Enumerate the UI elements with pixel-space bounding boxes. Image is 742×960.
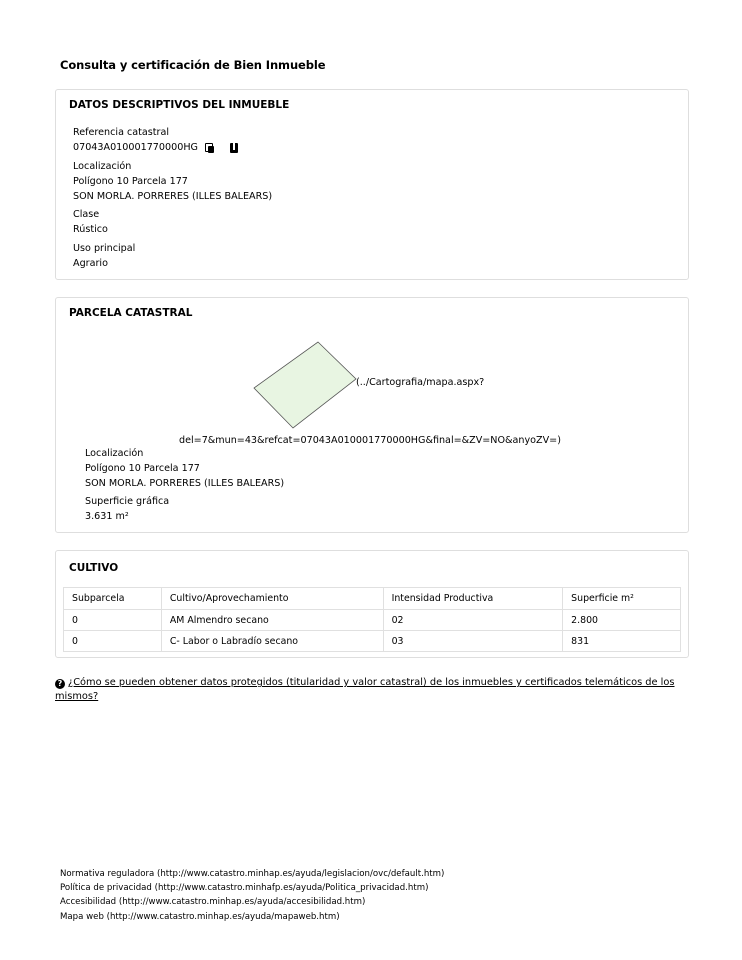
parcela-title: PARCELA CATASTRAL (69, 307, 193, 319)
footer-link-mapa-web[interactable]: Mapa web (http://www.catastro.minhap.es/ayuda/mapaweb.htm) (60, 911, 340, 922)
copy-icon[interactable] (205, 143, 214, 153)
parcela-loc-line1: Polígono 10 Parcela 177 (85, 463, 200, 474)
loc-line1: Polígono 10 Parcela 177 (73, 176, 188, 187)
cell-subparcela: 0 (64, 631, 162, 652)
loc-label: Localización (73, 161, 132, 172)
parcel-map[interactable] (251, 340, 361, 432)
ref-label: Referencia catastral (73, 127, 170, 138)
footer (60, 867, 444, 924)
superficie-value: 3.631 m² (85, 511, 129, 522)
cell-superficie: 831 (563, 631, 681, 652)
header-superficie: Superficie m² (563, 588, 681, 610)
datos-title: DATOS DESCRIPTIVOS DEL INMUEBLE (69, 99, 290, 111)
cell-subparcela: 0 (64, 610, 162, 631)
cell-cultivo: C- Labor o Labradío secano (161, 631, 383, 652)
map-link-part1[interactable]: (../Cartografia/mapa.aspx? (356, 377, 485, 388)
cell-intensidad: 03 (383, 631, 563, 652)
table-row (64, 610, 681, 631)
cell-superficie: 2.800 (563, 610, 681, 631)
ref-value: 07043A010001770000HG (73, 142, 198, 153)
map-link-part2[interactable]: del=7&mun=43&refcat=07043A010001770000HG&final=&ZV=NO&anyoZV=) (179, 435, 561, 446)
parcela-loc-line2: SON MORLA. PORRERES (ILLES BALEARS) (85, 478, 285, 489)
footer-link-privacidad[interactable]: Política de privacidad (http://www.catastro.minhafp.es/ayuda/Politica_privacidad.htm) (60, 883, 429, 894)
bookmark-icon[interactable] (230, 143, 238, 153)
cultivo-title: CULTIVO (69, 562, 119, 574)
cultivo-table (63, 587, 681, 652)
clase-label: Clase (73, 209, 100, 220)
header-cultivo: Cultivo/Aprovechamiento (161, 588, 383, 610)
clase-value: Rústico (73, 224, 108, 235)
parcel-shape[interactable] (254, 342, 356, 428)
table-header-row (64, 588, 681, 610)
uso-value: Agrario (73, 258, 108, 269)
parcela-loc-label: Localización (85, 448, 144, 459)
info-icon: ? (55, 679, 65, 689)
page-title: Consulta y certificación de Bien Inmueble (60, 58, 326, 72)
parcela-card (55, 297, 689, 533)
ref-row (73, 142, 238, 153)
superficie-label: Superficie gráfica (85, 496, 170, 507)
info-link[interactable]: ¿Cómo se pueden obtener datos protegidos (titularidad y valor catastral) de los inmuebles y certificados telemáticos de los mismos? (55, 677, 675, 702)
footer-link-normativa[interactable]: Normativa reguladora (http://www.catastro.minhap.es/ayuda/legislacion/ovc/default.htm) (60, 869, 445, 879)
cultivo-card (55, 550, 689, 658)
header-subparcela: Subparcela (64, 588, 162, 610)
uso-label: Uso principal (73, 243, 136, 254)
loc-line2: SON MORLA. PORRERES (ILLES BALEARS) (73, 191, 273, 202)
cell-intensidad: 02 (383, 610, 563, 631)
info-line (55, 676, 685, 704)
cell-cultivo: AM Almendro secano (161, 610, 383, 631)
header-intensidad: Intensidad Productiva (383, 588, 563, 610)
table-row (64, 631, 681, 652)
datos-descriptivos-card (55, 89, 689, 280)
footer-link-accesibilidad[interactable]: Accesibilidad (http://www.catastro.minhap.es/ayuda/accesibilidad.htm) (60, 897, 366, 908)
